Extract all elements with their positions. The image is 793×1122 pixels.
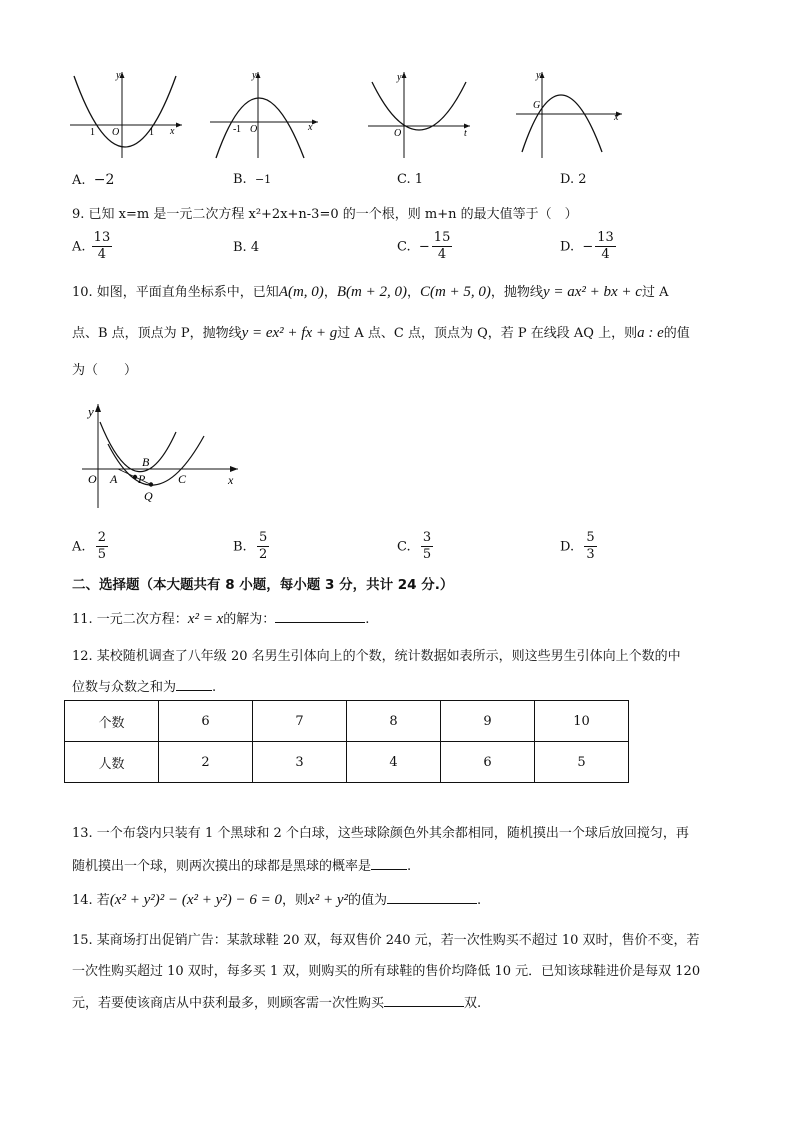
q12-line2: 位数与众数之和为 . [72,680,217,695]
q9-stem: 9. 已知 x=m 是一元二次方程 x²+2x+n-3=0 的一个根，则 m+n 的最大值等于（ ） [72,207,578,222]
q10-line1: 10. 如图，平面直角坐标系中，已知A(m, 0)，B(m + 2, 0)，C(m + 5, 0)，抛物线y = ax² + bx + c过 A [72,284,669,300]
q15-answer-blank [384,994,464,1007]
q14: 14. 若(x² + y²)² − (x² + y²) − 6 = 0，则x² + y²的值为 . [72,892,482,908]
q10-option-c: C. $\frac{3}{5}$ [397,530,432,563]
x-label: x [614,112,619,123]
svg-text:O: O [112,127,120,138]
q9-option-c: C. − $\frac{15}{4}$ [397,230,451,263]
table-row: 人数 2 3 4 6 5 [65,742,629,783]
q15-line3: 元，若要使该商店从中获利最多，则顾客需一次性购买 双. [72,996,482,1011]
q9-option-d: D. − $\frac{13}{4}$ [560,230,614,263]
svg-text:1: 1 [236,124,241,135]
fig-q: Q [144,489,153,503]
q12-line1: 12. 某校随机调查了八年级 20 名男生引体向上的个数，统计数据如表所示，则这些男生引体向上个数的中 [72,649,681,664]
fig-b: B [142,455,150,469]
q13-line1: 13. 一个布袋内只装有 1 个黑球和 2 个白球，这些球除颜色外其余都相同，随机摸出一个球后放回搅匀，再 [72,826,689,841]
q12-answer-blank [176,678,212,691]
y-label: y [397,72,402,83]
svg-text:O: O [250,124,258,135]
fig-a: A [110,472,118,486]
q10-line3: 为（ ） [72,363,138,378]
y-label: y [116,70,121,81]
q11-answer-blank [275,610,365,623]
q9-option-b: B. 4 [233,240,260,255]
q13-line2: 随机摸出一个球，则两次摸出的球都是黑球的概率是 . [72,859,412,874]
svg-text:1: 1 [90,127,95,138]
fig-y: y [88,404,94,419]
q11: 11. 一元二次方程：x² = x的解为： . [72,611,370,627]
x-label: x [308,122,313,133]
q10-line2: 点、B 点，顶点为 P，抛物线y = ex² + fx + g过 A 点、C 点，顶点为 Q，若 P 在线段 AQ 上，则a : e的值 [72,325,690,341]
fig-p: P [138,472,146,486]
x-label: t [464,128,467,139]
x-label: x [170,126,175,137]
fig-o: O [88,472,97,486]
q8-option-c: C. 1 [397,172,424,187]
q9-option-a: A. $\frac{13}{4}$ [72,230,111,263]
y-label: y [252,70,257,81]
q8-option-a: A. −2 [72,172,115,188]
q8-option-d: D. 2 [560,172,587,187]
svg-text:1: 1 [149,127,154,138]
svg-text:-: - [233,124,237,135]
q8-option-b: B. −1 [233,172,272,187]
section-heading: 二、选择题（本大题共有 8 小题，每小题 3 分，共计 24 分.） [72,577,454,593]
q14-answer-blank [387,891,477,904]
y-label: y [536,70,541,81]
q15-line2: 一次性购买超过 10 双时，每多买 1 双，则购买的所有球鞋的售价均降低 10 元．已知该球鞋进价是每双 120 [72,964,701,979]
svg-text:G: G [533,100,541,111]
q10-option-a: A. $\frac{2}{5}$ [72,530,107,563]
q15-line1: 15. 某商场打出促销广告：某款球鞋 20 双，每双售价 240 元，若一次性购买不超过 10 双时，售价不变，若 [72,933,700,948]
q10-option-b: B. $\frac{5}{2}$ [233,530,268,563]
fig-c: C [178,472,187,486]
q10-option-d: D. $\frac{5}{3}$ [560,530,595,563]
fig-x: x [228,473,234,487]
q12-table [64,700,629,783]
table-row: 个数 6 7 8 9 10 [65,701,629,742]
q13-answer-blank [371,857,407,870]
svg-text:O: O [394,128,402,139]
